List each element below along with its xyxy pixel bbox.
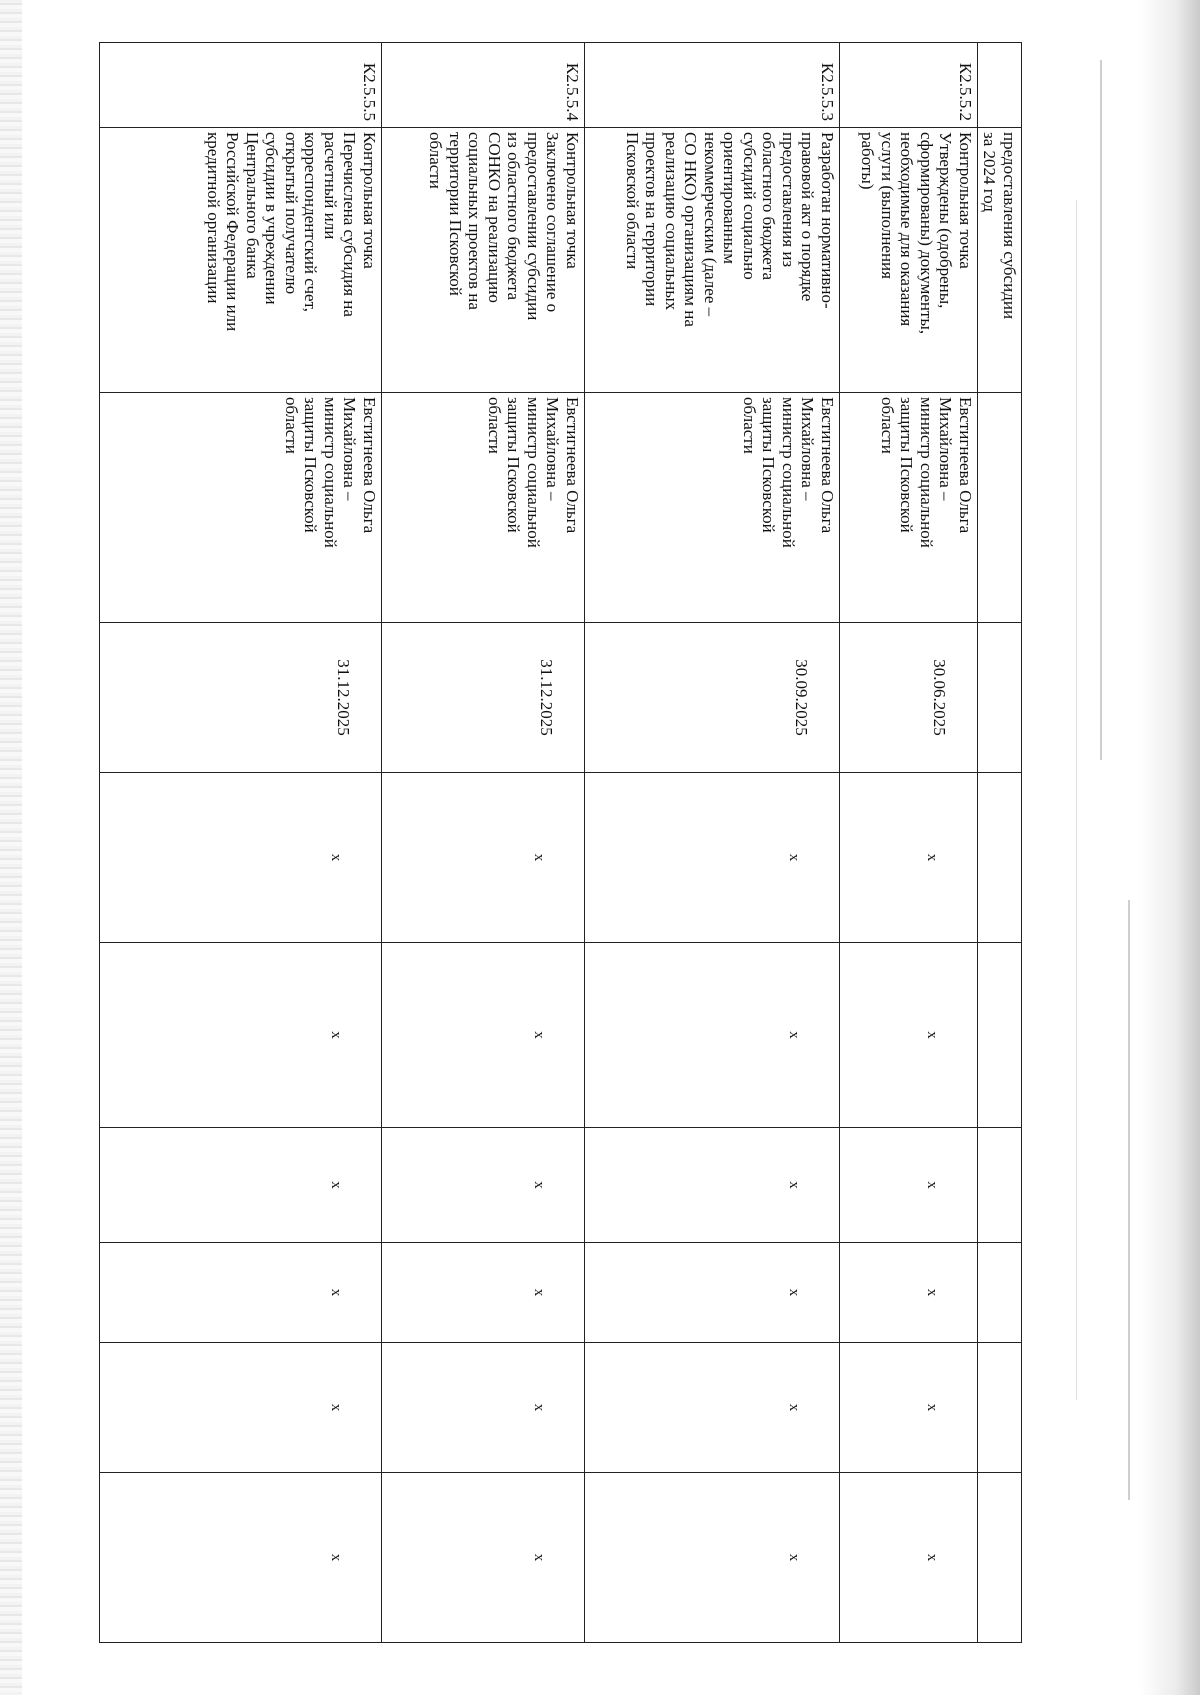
description-line: Утверждены (одобрены, [936,132,956,309]
row-responsible [382,393,585,623]
description-line: работы) [858,132,878,190]
responsible-line: области [740,397,759,454]
row-description [585,128,840,393]
scan-artifact-line [1100,60,1102,760]
scan-artifact-line [1128,900,1130,1500]
responsible-line: Евстигнеева Ольга [956,397,975,534]
row-code: К2.5.5.2 [840,43,978,128]
row-mark: x [585,1473,840,1643]
description-line: Контрольная точка [563,132,582,269]
description-line: ориентированным [720,132,740,264]
description-line: сформированы) документы, [917,132,936,335]
description-line: за 2024 год [980,132,1000,212]
responsible-line: Михайловна – [936,397,956,501]
row-mark: x [585,773,840,943]
description-line: правовой акт о порядке [798,132,818,302]
row-responsible [100,393,382,623]
row-date: 30.09.2025 [585,623,840,773]
description-line: необходимые для оказания [897,132,917,327]
scan-edge-left [0,0,22,1695]
description-line: открытый получателю [282,132,301,295]
responsible-line: защиты Псковской [897,397,917,533]
rotated-document-page [102,42,1022,1642]
description-line: некоммерческим (далее – [701,132,720,317]
description-line: Российской Федерации или [223,132,243,332]
description-line: Псковской области [623,132,642,270]
row-mark: x [100,1473,382,1643]
row-mark: x [382,1243,585,1343]
table-row [100,43,382,1643]
row-mark: x [585,1128,840,1243]
row-mark: x [100,943,382,1128]
responsible-line: защиты Псковской [759,397,779,533]
row-mark: x [100,773,382,943]
description-line: предоставления субсидии [1000,132,1019,320]
row-mark [978,1343,1022,1473]
responsible-line: Михайловна – [798,397,818,501]
description-line: Контрольная точка [360,132,379,269]
row-mark [978,773,1022,943]
row-mark: x [100,1343,382,1473]
row-mark: x [840,943,978,1128]
row-description [100,128,382,393]
table-row [840,43,978,1643]
scan-edge-right [1140,0,1200,1695]
row-description [840,128,978,393]
row-mark: x [585,1343,840,1473]
row-code: К2.5.5.4 [382,43,585,128]
responsible-line: министр социальной [917,397,936,548]
description-line: территории Псковской [446,132,465,296]
row-responsible [978,393,1022,623]
responsible-line: Евстигнеева Ольга [563,397,582,534]
description-line: социальных проектов на [465,132,485,310]
row-mark: x [840,773,978,943]
row-mark: x [840,1128,978,1243]
description-line: СО НКО) организациям на [681,132,701,327]
responsible-line: области [878,397,897,454]
description-line: Перечислена субсидия на [340,132,360,317]
description-line: проектов на территории [642,132,662,307]
description-line: СОНКО на реализацию [485,132,504,303]
responsible-line: Евстигнеева Ольга [818,397,837,534]
description-line: реализацию социальных [662,132,681,311]
description-line: Центрального банка [243,132,262,279]
row-mark: x [840,1343,978,1473]
scan-artifact-line [1076,200,1077,1400]
description-line: Разработан нормативно- [818,132,837,309]
description-line: субсидий социально [740,132,759,280]
description-line: областного бюджета [759,132,779,281]
row-date [978,623,1022,773]
responsible-line: области [485,397,504,454]
row-responsible [585,393,840,623]
row-mark [978,943,1022,1128]
row-description [382,128,585,393]
row-date: 30.06.2025 [840,623,978,773]
row-code: К2.5.5.3 [585,43,840,128]
row-mark [978,1128,1022,1243]
description-line: Заключено соглашение о [543,132,563,313]
table-row [585,43,840,1643]
description-line: кредитной организации [204,132,223,304]
table-body [100,43,1022,1643]
description-line: услуги (выполнения [878,132,897,279]
row-mark: x [840,1473,978,1643]
description-line: предоставления из [779,132,798,268]
row-mark: x [382,1128,585,1243]
row-responsible [840,393,978,623]
responsible-line: области [282,397,301,454]
description-line: Контрольная точка [956,132,975,269]
row-mark: x [100,1128,382,1243]
responsible-line: защиты Псковской [504,397,524,533]
description-line: корреспондентский счет, [301,132,321,312]
row-mark: x [840,1243,978,1343]
row-mark: x [382,943,585,1128]
responsible-line: министр социальной [524,397,543,548]
responsible-line: Михайловна – [340,397,360,501]
description-line: субсидии в учреждении [262,132,282,305]
row-date: 31.12.2025 [382,623,585,773]
row-mark: x [382,1343,585,1473]
responsible-line: защиты Псковской [301,397,321,533]
row-mark: x [585,1243,840,1343]
control-points-table [99,42,1022,1643]
table-row [382,43,585,1643]
responsible-line: Евстигнеева Ольга [360,397,379,534]
description-line: предоставлении субсидии [524,132,543,321]
responsible-line: министр социальной [779,397,798,548]
row-mark: x [382,1473,585,1643]
row-date: 31.12.2025 [100,623,382,773]
row-mark: x [382,773,585,943]
description-line: из областного бюджета [504,132,524,301]
row-code: К2.5.5.5 [100,43,382,128]
description-line: расчетный или [321,132,340,240]
row-code [978,43,1022,128]
row-mark [978,1473,1022,1643]
responsible-line: Михайловна – [543,397,563,501]
row-mark: x [100,1243,382,1343]
row-mark: x [585,943,840,1128]
description-line: области [426,132,446,189]
row-mark [978,1243,1022,1343]
row-description [978,128,1022,393]
table-row [978,43,1022,1643]
responsible-line: министр социальной [321,397,340,548]
